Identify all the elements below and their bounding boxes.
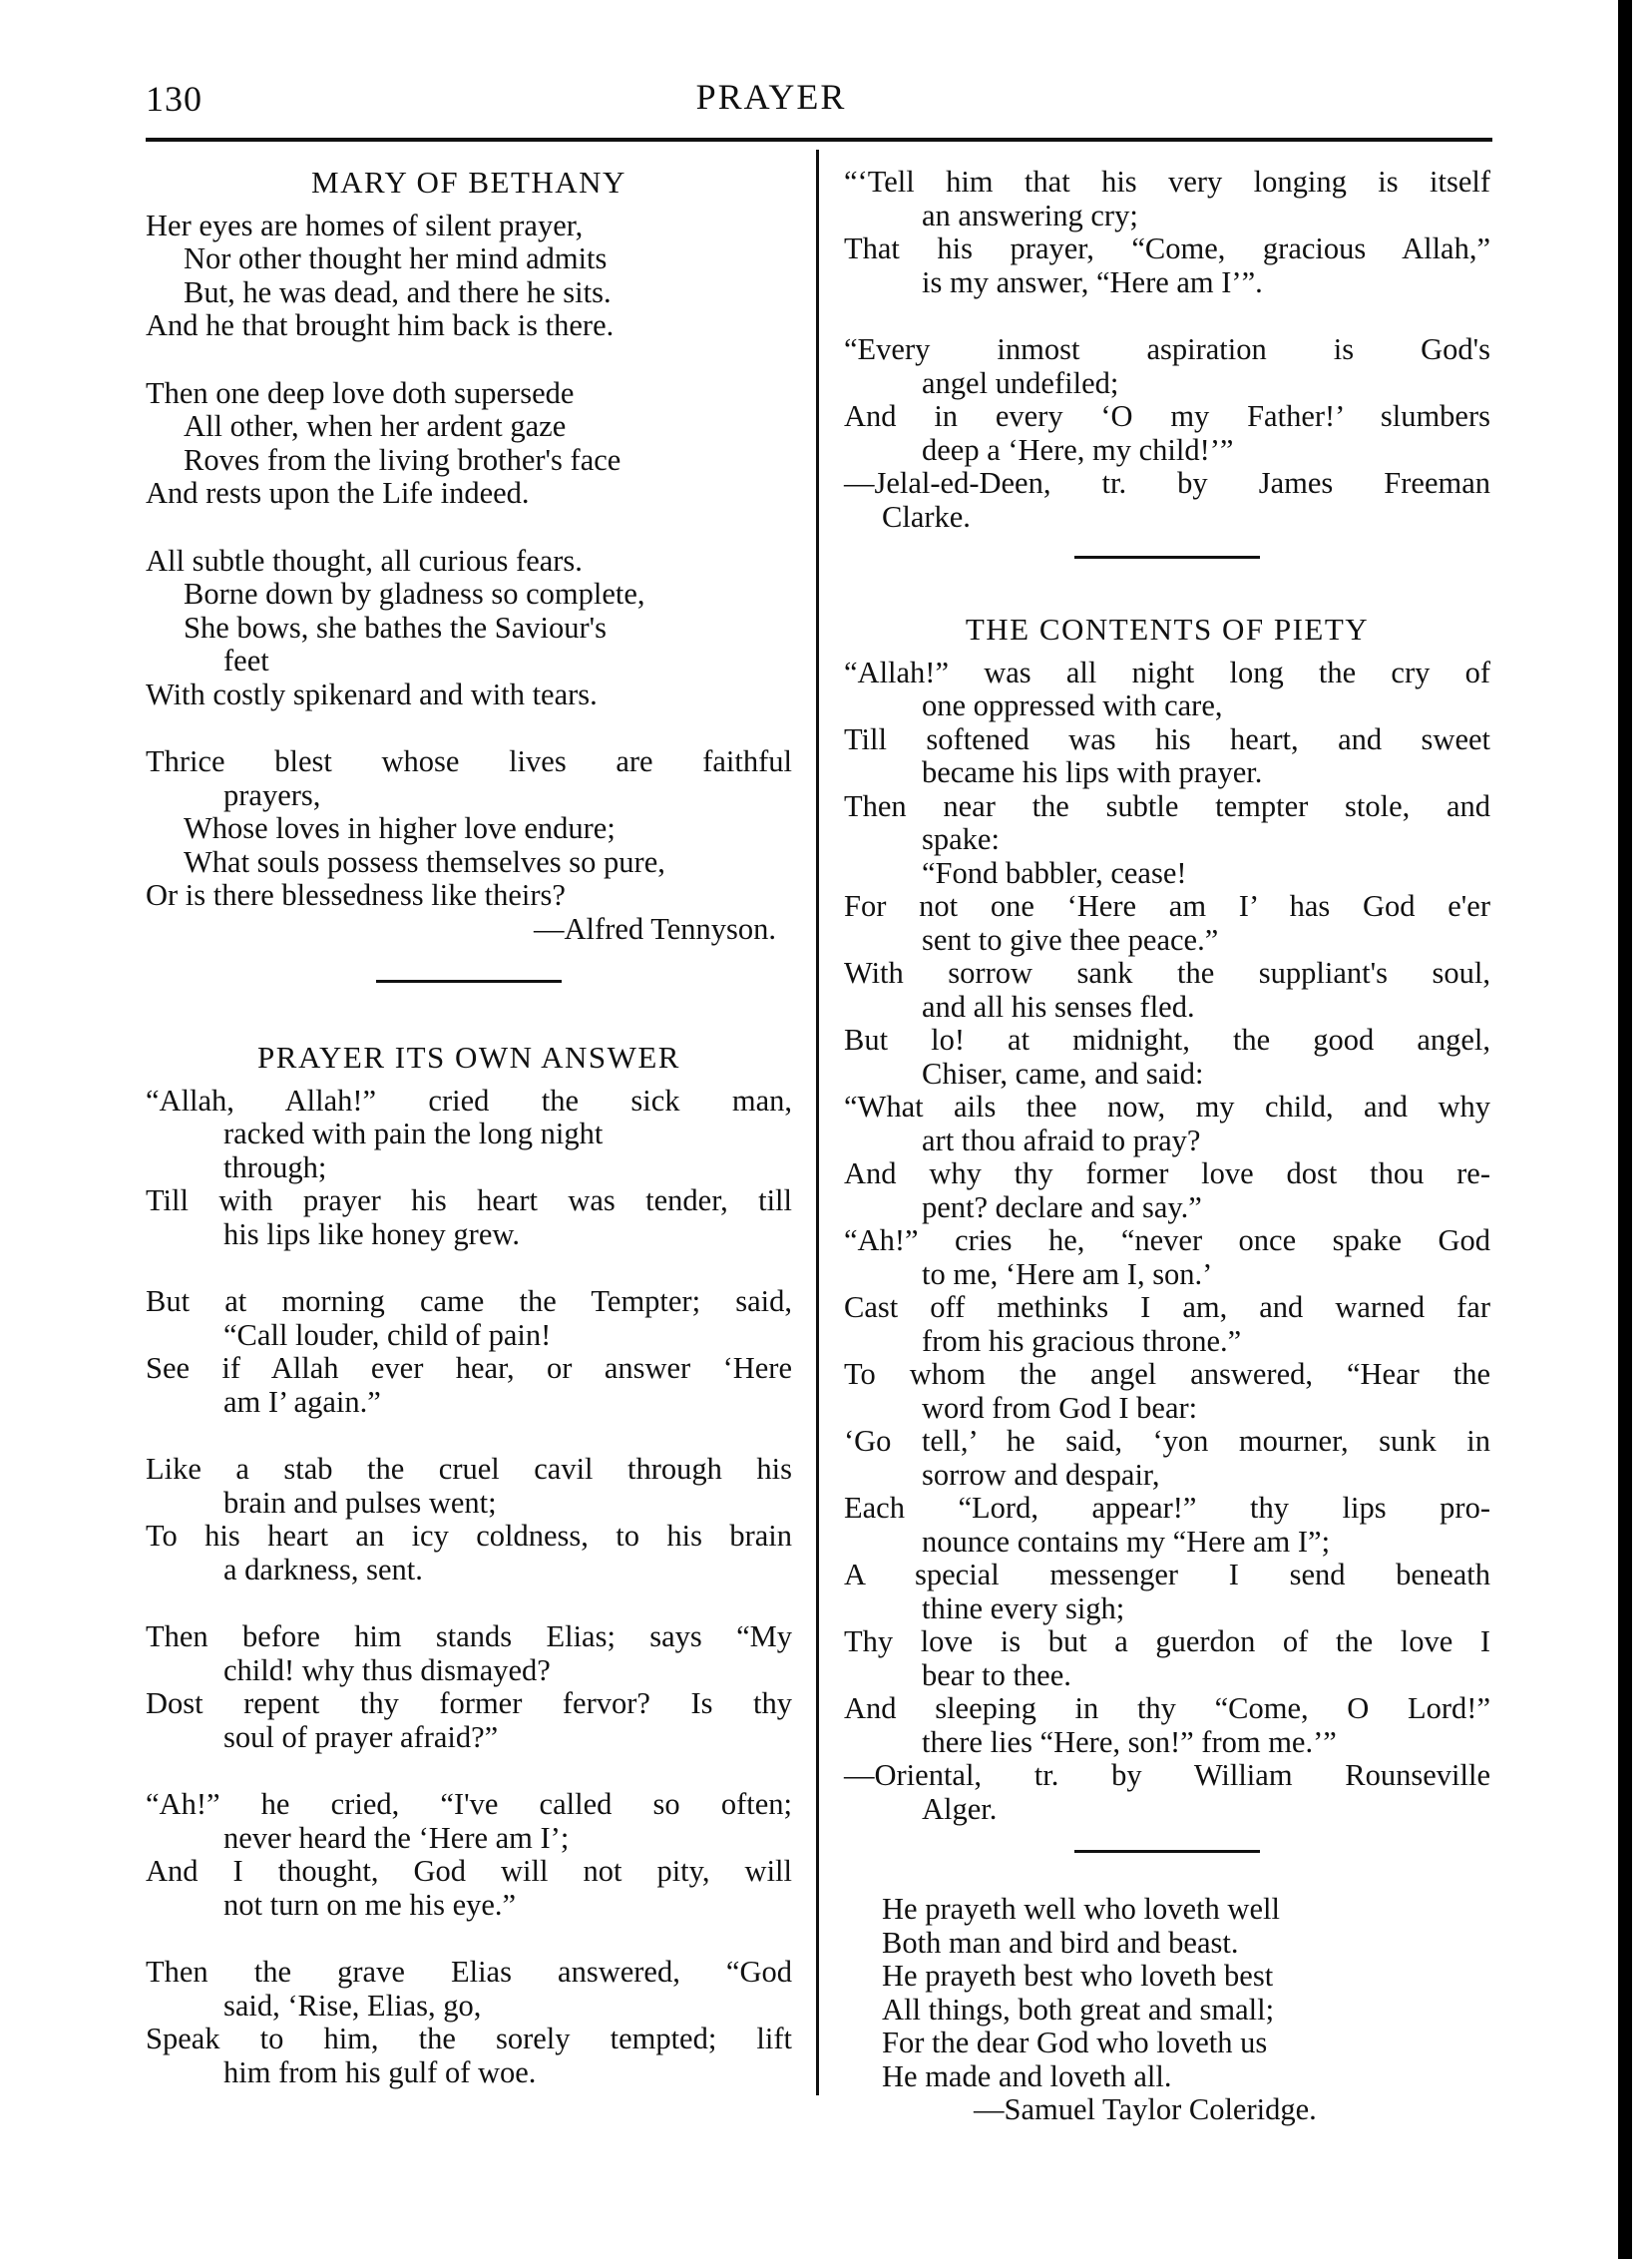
poem-mary-of-bethany — [146, 210, 792, 913]
attribution-tennyson: —Alfred Tennyson. — [534, 911, 776, 946]
poem-title-prayer-its-own-answer: PRAYER ITS OWN ANSWER — [257, 1040, 680, 1075]
poem-line: said, ‘Rise, Elias, go, — [223, 1988, 482, 2023]
poem-line: See if Allah ever hear, or answer ‘Here — [146, 1351, 792, 1385]
right-column — [844, 166, 1490, 2127]
stanza — [146, 1085, 792, 1252]
poem-line: He prayeth well who loveth well — [882, 1892, 1280, 1926]
poem-line: Both man and bird and beast. — [882, 1925, 1239, 1960]
poem-line: He prayeth best who loveth best — [882, 1959, 1274, 1993]
poem-line: Then one deep love doth supersede — [146, 375, 575, 410]
attribution-oriental: —Oriental, tr. by William Rounseville — [844, 1758, 1490, 1792]
left-column — [146, 166, 792, 2089]
poem-line: not turn on me his eye.” — [223, 1887, 517, 1922]
poem-line: All things, both great and small; — [882, 1992, 1275, 2027]
poem-line: “Allah!” was all night long the cry of — [844, 655, 1490, 689]
poem-line: word from God I bear: — [922, 1390, 1198, 1425]
poem-line: “What ails thee now, my child, and why — [844, 1090, 1490, 1124]
poem-line: nounce contains my “Here am I”; — [922, 1524, 1331, 1559]
poem-line: to me, ‘Here am I, son.’ — [922, 1256, 1213, 1291]
column-divider — [816, 150, 819, 2095]
poem-line: sent to give thee peace.” — [922, 922, 1219, 957]
poem-line: And rests upon the Life indeed. — [146, 476, 530, 510]
poem-line: “‘Tell him that his very longing is itself — [844, 165, 1490, 199]
poem-line: ‘Go tell,’ he said, ‘yon mourner, sunk in — [844, 1424, 1490, 1458]
poem-line: He made and loveth all. — [882, 2058, 1172, 2093]
poem-line: Then the grave Elias answered, “God — [146, 1955, 792, 1989]
poem-line: child! why thus dismayed? — [223, 1652, 551, 1687]
poem-line: one oppressed with care, — [922, 688, 1223, 722]
stanza — [146, 210, 792, 343]
poem-line: Dost repent thy former fervor? Is thy — [146, 1686, 792, 1720]
poem-line: a darkness, sent. — [223, 1552, 423, 1586]
poem-line: And in every ‘O my Father!’ slumbers — [844, 399, 1490, 433]
poem-line: But lo! at midnight, the good angel, — [844, 1023, 1490, 1057]
attribution-jelal-ed-deen: —Jelal-ed-Deen, tr. by James Freeman — [844, 466, 1490, 500]
poem-line: All other, when her ardent gaze — [184, 409, 567, 443]
poem-title-mary-of-bethany: MARY OF BETHANY — [311, 165, 626, 200]
poem-line: With costly spikenard and with tears. — [146, 677, 598, 711]
attribution-coleridge: —Samuel Taylor Coleridge. — [974, 2092, 1317, 2126]
poem-line: With sorrow sank the suppliant's soul, — [844, 956, 1490, 990]
poem-line: bear to thee. — [922, 1657, 1071, 1692]
running-title: PRAYER — [695, 77, 847, 117]
poem-line: “Fond babbler, cease! — [922, 855, 1187, 890]
poem-line: Nor other thought her mind admits — [184, 241, 608, 275]
poem-line: spake: — [922, 822, 1000, 856]
poem-line: angel undefiled; — [922, 365, 1119, 400]
poem-line: “Ah!” cries he, “never once spake God — [844, 1223, 1490, 1257]
poem-prayer-its-own-answer — [146, 1085, 792, 2090]
stanza — [844, 166, 1490, 299]
poem-line: deep a ‘Here, my child!’” — [922, 432, 1234, 467]
binding-edge — [1618, 0, 1632, 2259]
poem-line: That his prayer, “Come, gracious Allah,” — [844, 231, 1490, 265]
page-number: 130 — [146, 79, 203, 119]
section-separator — [376, 980, 562, 983]
stanza — [146, 377, 792, 511]
poem-title-contents-of-piety: THE CONTENTS OF PIETY — [965, 612, 1370, 647]
poem-line: from his gracious throne.” — [922, 1323, 1242, 1358]
header-rule — [146, 138, 1492, 142]
poem-line: Then near the subtle tempter stole, and — [844, 788, 1490, 823]
poem-line: racked with pain the long night — [223, 1117, 604, 1150]
stanza — [844, 333, 1490, 467]
section-separator — [1074, 1850, 1260, 1853]
poem-line: “Call louder, child of pain! — [223, 1317, 552, 1352]
poem-line: him from his gulf of woe. — [223, 2054, 537, 2089]
attribution-oriental-cont: Alger. — [922, 1791, 998, 1826]
poem-line: And sleeping in thy “Come, O Lord!” — [844, 1691, 1490, 1725]
poem-line: Each “Lord, appear!” thy lips pro- — [844, 1491, 1490, 1525]
poem-line: prayers, — [223, 777, 321, 812]
poem-line: And why thy former love dost thou re- — [844, 1156, 1490, 1190]
poem-line: pent? declare and say.” — [922, 1189, 1202, 1224]
poem-line: To whom the angel answered, “Hear the — [844, 1357, 1490, 1391]
poem-line: But at morning came the Tempter; said, — [146, 1284, 792, 1318]
stanza — [146, 1956, 792, 2089]
poem-line: Thy love is but a guerdon of the love I — [844, 1624, 1490, 1658]
stanza — [146, 1453, 792, 1586]
poem-line: Borne down by gladness so complete, — [184, 577, 645, 611]
poem-coleridge — [844, 1893, 1490, 2093]
stanza — [146, 1620, 792, 1754]
poem-line: For not one ‘Here am I’ has God e'er — [844, 889, 1490, 923]
poem-line: Thrice blest whose lives are faithful — [146, 744, 792, 778]
poem-line: “Ah!” he cried, “I've called so often; — [146, 1787, 792, 1821]
poem-line: thine every sigh; — [922, 1590, 1125, 1625]
poem-line: She bows, she bathes the Saviour's — [184, 610, 607, 645]
poem-line: am I’ again.” — [223, 1384, 381, 1419]
poem-line: is my answer, “Here am I’”. — [922, 264, 1263, 299]
poem-line: Speak to him, the sorely tempted; lift — [146, 2022, 792, 2055]
poem-prayer-its-own-answer-continued — [844, 166, 1490, 467]
stanza — [146, 1285, 792, 1419]
poem-line: Or is there blessedness like theirs? — [146, 878, 566, 912]
poem-line: For the dear God who loveth us — [882, 2026, 1268, 2059]
poem-line: through; — [223, 1149, 327, 1184]
poem-line: To his heart an icy coldness, to his brain — [146, 1519, 792, 1553]
poem-line: What souls possess themselves so pure, — [184, 844, 665, 879]
poem-line: Roves from the living brother's face — [184, 442, 621, 477]
poem-line: Till softened was his heart, and sweet — [844, 721, 1490, 756]
poem-line: his lips like honey grew. — [223, 1216, 521, 1251]
stanza — [146, 545, 792, 712]
poem-line: Chiser, came, and said: — [922, 1056, 1204, 1091]
poem-line: Her eyes are homes of silent prayer, — [146, 208, 584, 242]
poem-line: And I thought, God will not pity, will — [146, 1854, 792, 1888]
poem-line: never heard the ‘Here am I’; — [223, 1820, 570, 1855]
section-separator — [1074, 556, 1260, 559]
poem-line: But, he was dead, and there he sits. — [184, 274, 612, 309]
poem-line: soul of prayer afraid?” — [223, 1719, 499, 1754]
attribution-jelal-ed-deen-cont: Clarke. — [882, 499, 971, 534]
poem-line: there lies “Here, son!” from me.’” — [922, 1724, 1337, 1759]
poem-line: Like a stab the cruel cavil through his — [146, 1452, 792, 1486]
poem-line: “Allah, Allah!” cried the sick man, — [146, 1083, 792, 1118]
poem-line: art thou afraid to pray? — [922, 1123, 1201, 1157]
poem-line: brain and pulses went; — [223, 1485, 497, 1520]
poem-line: “Every inmost aspiration is God's — [844, 332, 1490, 366]
poem-line: And he that brought him back is there. — [146, 308, 615, 342]
running-head — [0, 76, 1652, 118]
poem-line: A special messenger I send beneath — [844, 1558, 1490, 1591]
poem-line: feet — [223, 644, 269, 678]
poem-line: an answering cry; — [922, 198, 1138, 232]
poem-line: sorrow and despair, — [922, 1457, 1160, 1492]
stanza — [146, 745, 792, 913]
stanza — [146, 1788, 792, 1922]
poem-line: became his lips with prayer. — [922, 755, 1263, 789]
poem-line: Till with prayer his heart was tender, till — [146, 1183, 792, 1217]
poem-line: Cast off methinks I am, and warned far — [844, 1290, 1490, 1324]
poem-contents-of-piety — [844, 657, 1490, 1760]
poem-line: Whose loves in higher love endure; — [184, 811, 616, 845]
poem-line: and all his senses fled. — [922, 989, 1195, 1024]
poem-line: All subtle thought, all curious fears. — [146, 543, 583, 578]
poem-line: Then before him stands Elias; says “My — [146, 1619, 792, 1653]
